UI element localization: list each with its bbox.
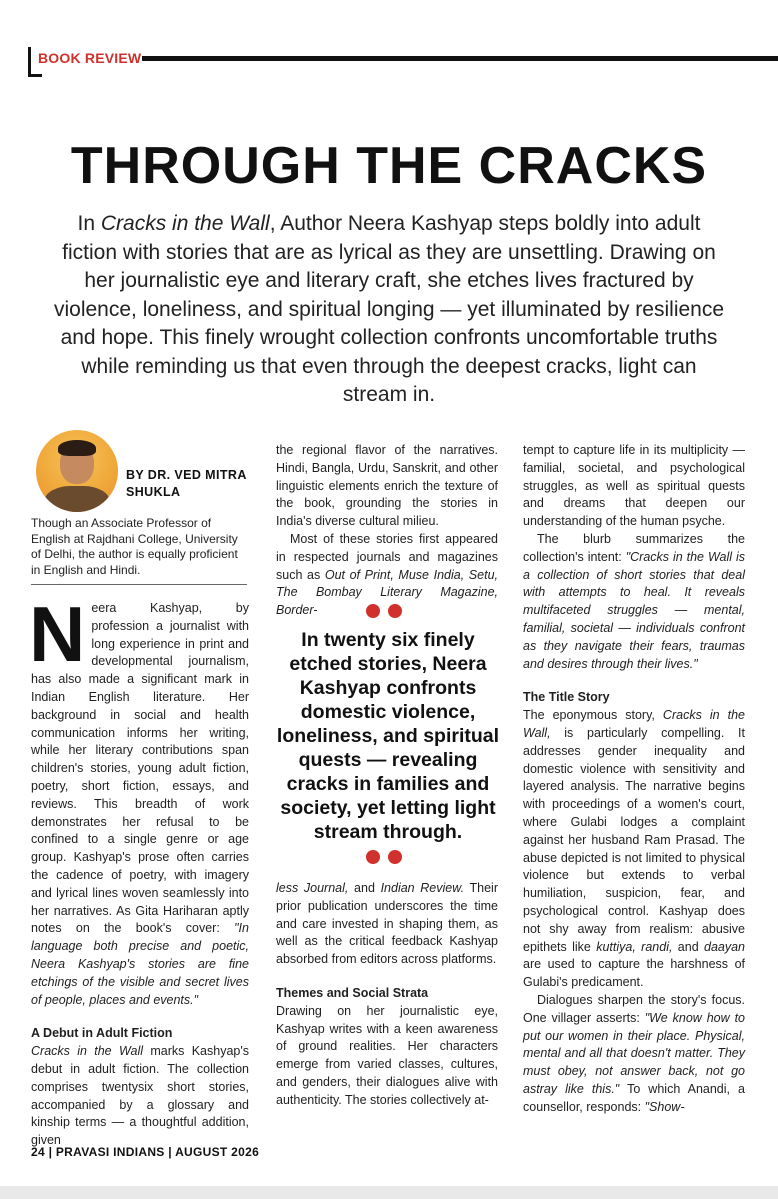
col1-book-title: Cracks in the Wall (31, 1044, 144, 1059)
standfirst-post: , Author Neera Kashyap steps boldly into adult fiction with stories that are as lyrical as they are unsettling. Drawing on her journalistic eye and literary craft, she etches lives fractured by violence, loneliness, and spiritual longing — yet illuminated by resilience and hope. This finely wrought collection confronts uncomfortable truths while reminding us that even through the deepest cracks, light can stream in. (53, 212, 725, 406)
col3-book-title: Cracks in the Wall, (523, 708, 745, 740)
bio-divider (31, 584, 247, 585)
standfirst (52, 210, 726, 410)
red-dot (366, 850, 380, 864)
headline: THROUGH THE CRACKS (70, 137, 708, 195)
col3-paragraph-1: tempt to capture life in its multiplicity — familial, societal, and psychological struggles, as well as spiritual quests and dreams that deepen our understanding of the human psyche. (523, 443, 745, 529)
author-bio: Though an Associate Professor of English at Rajdhani College, University of Delhi, the author is equally proficient in English and Hindi. (31, 516, 238, 577)
col3-villager-quote: "We know how to put our women in their place. Physical, mental and all that doesn't matter. They must obey, not answer back, not go astray like this." (523, 1010, 745, 1096)
col2-paragraph-3 (276, 880, 498, 969)
col3-paragraph-3 (523, 707, 745, 992)
col1-paragraph-2 (31, 1043, 249, 1150)
col3-paragraph-4 (523, 992, 745, 1117)
col2-paragraph-1: the regional flavor of the narratives. Hindi, Bangla, Urdu, Sanskrit, and other linguistic elements enrich the texture of the book, grounding the stories in India's diverse cultural milieu. (276, 443, 498, 529)
col2-p2-text: Most of these stories first appeared in respected journals and magazines such as (276, 531, 498, 582)
col3-p3-post: are used to capture the harshness of Gulabi's predicament. (523, 957, 745, 990)
subhead-title-story: The Title Story (523, 690, 610, 705)
subhead-debut: A Debut in Adult Fiction (31, 1026, 173, 1041)
col3-p3-pre: The eponymous story, (523, 708, 663, 723)
column-2-bottom (276, 880, 498, 1110)
author-avatar (36, 430, 118, 512)
col1-p2-text: marks Kashyap's debut in adult fiction. The collection comprises twentysix short stories, accompanied by a glossary and kinship terms — a thoughtful addition, given (31, 1044, 249, 1148)
col2-journal-2: Indian Review. (380, 881, 465, 895)
col3-blurb-quote: "Cracks in the Wall is a collection of short stories that deal with attempts to heal. It reveals multifaceted struggles — mental, familial, societal — individuals confront as they navigate their fears, traumas and desires through their lives." (523, 549, 745, 671)
header-rule (142, 56, 778, 61)
red-dot (366, 604, 380, 618)
col2-journal-1: less Journal, (276, 881, 349, 895)
red-dot (388, 604, 402, 618)
standfirst-book-title: Cracks in the Wall (100, 212, 270, 235)
avatar-body (44, 486, 110, 512)
col3-p4-pre: Dialogues sharpen the story's focus. One villager asserts: (523, 992, 745, 1025)
section-label: BOOK REVIEW (38, 50, 142, 66)
pull-quote: In twenty six finely etched stories, Neera Kashyap confronts domestic violence, loneliness, and spiritual quests — revealing cracks in families and society, yet letting light stream through. (276, 629, 500, 843)
byline: BY DR. VED MITRA SHUKLA (126, 468, 247, 499)
col3-p4-end: "Show- (644, 1099, 685, 1114)
col3-p3-mid: is particularly compelling. It addresses gender inequality and domestic violence with sensitivity and layered analysis. The narrative begins with proceedings of a women's court, where Gulabi lodges a complaint against her husband Ram Prasad. The abuse depicted is not limited to physical violence but extends to verbal humiliation, suspicion, fear, and psychological control. Kashyap does not shy away from realism: abusive epithets like (523, 725, 745, 954)
col1-paragraph-1 (29, 590, 249, 1009)
col2-paragraph-4: Drawing on her journalistic eye, Kashyap writes with a keen awareness of ground realities. Her characters emerge from varied classes, cultures, and genders, their dialogues alive with authenticity. The stories collectively at- (276, 1003, 498, 1107)
col3-epithet-daayan: daayan (704, 939, 746, 954)
col3-epithets: kuttiya, randi, (596, 939, 673, 954)
bottom-strip (0, 1186, 778, 1199)
pullquote-dots-bottom (366, 850, 402, 864)
red-dot (388, 850, 402, 864)
page-footer: 24 | PRAVASI INDIANS | AUGUST 2026 (31, 1145, 260, 1159)
col2-journal-list: Out of Print, Muse India, Setu, The Bombay Literary Magazine, Border- (276, 567, 498, 618)
drop-cap: N (29, 590, 86, 678)
col2-p3-text: Their prior publication underscores the time and care invested in shaping them, as well as the critical feedback Kashyap absorbed from editors across platforms. (276, 881, 498, 967)
col1-p1-text: eera Kashyap, by profession a journalist with long experience in print and developmental journalism, has also made a significant mark in Indian English literature. Her background in social and health communication informs her writing, while her literary contributions span children's stories, young adult fiction, poetry, short fiction, essays, and reviews. This breadth of work demonstrates her refusal to be confined to a single genre or age group. Kashyap's prose often carries the cadence of poetry, with imagery and lyrical lines woven seamlessly into her narratives. As Gita Hariharan aptly notes on the book's cover: (31, 601, 249, 936)
col3-p4-post: To which Anandi, a counsellor, responds: (523, 1081, 746, 1114)
col3-paragraph-2 (523, 531, 745, 673)
column-3 (523, 442, 745, 1116)
avatar-hair (58, 440, 96, 456)
col1-cover-quote: "In language both precise and poetic, Neera Kashyap's stories are fine etchings of the visible and secret lives of people, places and events." (31, 921, 249, 1007)
col3-and: and (672, 939, 704, 954)
pullquote-dots-top (366, 604, 402, 618)
standfirst-pre: In (77, 212, 101, 235)
col2-and: and (348, 881, 381, 895)
column-2-top (276, 442, 498, 620)
column-1 (29, 590, 249, 1150)
subhead-themes: Themes and Social Strata (276, 985, 429, 1000)
col3-p2-text: The blurb summarizes the collection's intent: (523, 531, 745, 564)
